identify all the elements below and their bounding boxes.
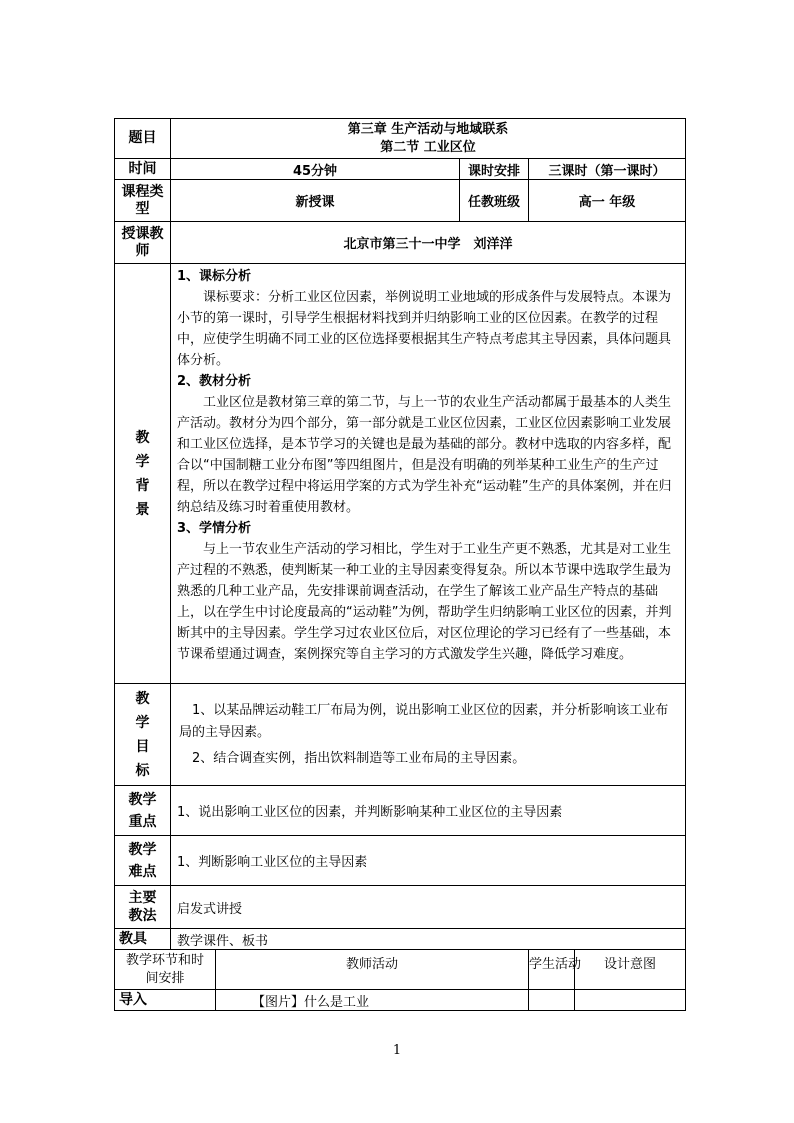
goal-item: 1、以某品牌运动鞋工厂布局为例，说出影响工业区位的因素，并分析影响该工业布局的主导因素。 — [179, 702, 669, 740]
key-points-row — [115, 786, 686, 836]
difficulties-label: 教学 难点 — [115, 836, 171, 886]
schedule-value: 三课时（第一课时） — [529, 159, 686, 180]
design-intent — [575, 990, 686, 1011]
topic-label: 题目 — [115, 119, 171, 159]
background-row — [115, 264, 686, 684]
student-analysis-text: 与上一节农业生产活动的学习相比，学生对于工业生产更不熟悉，尤其是对工业生产过程的不熟悉，使判断某一种工业的主导因素变得复杂。所以本节课中选取学生最为熟悉的几种工业产品，先安排课前调查活动，在学生了解该工业产品生产特点的基础上，以在学生中讨论度最高的“运动鞋”为例，帮助学生归纳影响工业区位的因素，并判断其中的主导因素。学生学习过农业区位后，对区位理论的学习已经有了一些基础，本节课希望通过调查，案例探究等自主学习的方式激发学生兴趣，降低学习难度。 — [177, 542, 672, 662]
time-value: 45分钟 — [171, 159, 460, 180]
standards-analysis-text: 课标要求：分析工业区位因素，举例说明工业地域的形成条件与发展特点。本课为小节的第一课时，引导学生根据材料找到并归纳影响工业的区位因素。在教学的过程中，应使学生明确不同工业的区位选择要根据其生产特点考虑其主导因素，具体问题具体分析。 — [177, 290, 672, 368]
class-value: 高一 年级 — [529, 180, 686, 222]
course-type-value: 新授课 — [171, 180, 460, 222]
schedule-label: 课时安排 — [460, 159, 529, 180]
student-analysis-title: 3、学情分析 — [177, 521, 252, 536]
goal-item: 2、结合调查实例，指出饮料制造等工业布局的主导因素。 — [192, 750, 526, 766]
textbook-analysis-text: 工业区位是教材第三章的第二节，与上一节的农业生产活动都属于最基本的人类生产活动。教材分为四个部分，第一部分就是工业区位因素，工业区位因素影响工业发展和工业区位选择，是本节学习的关键也是最为基础的部分。教材中选取的内容多样，配合以“中国制糖工业分布图”等四组图片，但是没有明确的列举某种工业生产的生产过程，所以在教学过程中将运用学案的方式为学生补充“运动鞋”生产的具体案例，并在归纳总结及练习时着重使用教材。 — [177, 395, 672, 515]
time-row — [115, 159, 686, 180]
process-stage: 导入 — [115, 990, 216, 1011]
teacher-activity-header: 教师活动 — [216, 950, 529, 990]
tools-value: 教学课件、板书 — [171, 929, 686, 950]
course-type-label: 课程类型 — [115, 180, 171, 222]
design-intent-header: 设计意图 — [575, 950, 686, 990]
teacher-activity: 【图片】什么是工业 — [216, 990, 529, 1011]
student-activity-header: 学生活动 — [529, 950, 575, 990]
course-type-row — [115, 180, 686, 222]
lesson-plan-table — [114, 118, 686, 1011]
chapter-title: 第三章 生产活动与地域联系 — [347, 121, 509, 137]
goals-row — [115, 684, 686, 786]
difficulties-value: 1、判断影响工业区位的主导因素 — [171, 836, 686, 886]
teacher-value: 北京市第三十一中学 刘洋洋 — [171, 222, 686, 264]
tools-row — [115, 929, 686, 950]
standards-analysis-title: 1、课标分析 — [177, 269, 252, 284]
difficulties-row — [115, 836, 686, 886]
teacher-label: 授课教师 — [115, 222, 171, 264]
time-label: 时间 — [115, 159, 171, 180]
process-row — [115, 990, 686, 1011]
student-activity — [529, 990, 575, 1011]
class-label: 任教班级 — [460, 180, 529, 222]
tools-label: 教具 — [115, 929, 171, 950]
process-stage-header: 教学环节和时 间安排 — [115, 950, 216, 990]
methods-value: 启发式讲授 — [171, 886, 686, 929]
teacher-row — [115, 222, 686, 264]
goals-content — [171, 684, 686, 786]
key-points-value: 1、说出影响工业区位的因素，并判断影响某种工业区位的主导因素 — [171, 786, 686, 836]
key-points-label: 教学 重点 — [115, 786, 171, 836]
textbook-analysis-title: 2、教材分析 — [177, 374, 252, 389]
background-label: 教 学 背 景 — [115, 264, 171, 684]
goals-label: 教 学 目 标 — [115, 684, 171, 786]
background-content — [171, 264, 686, 684]
methods-row — [115, 886, 686, 929]
page-number: 1 — [392, 1043, 402, 1058]
methods-label: 主要 教法 — [115, 886, 171, 929]
topic-cell — [171, 119, 686, 159]
process-header-row — [115, 950, 686, 990]
topic-row — [115, 119, 686, 159]
section-title: 第二节 工业区位 — [380, 139, 476, 155]
